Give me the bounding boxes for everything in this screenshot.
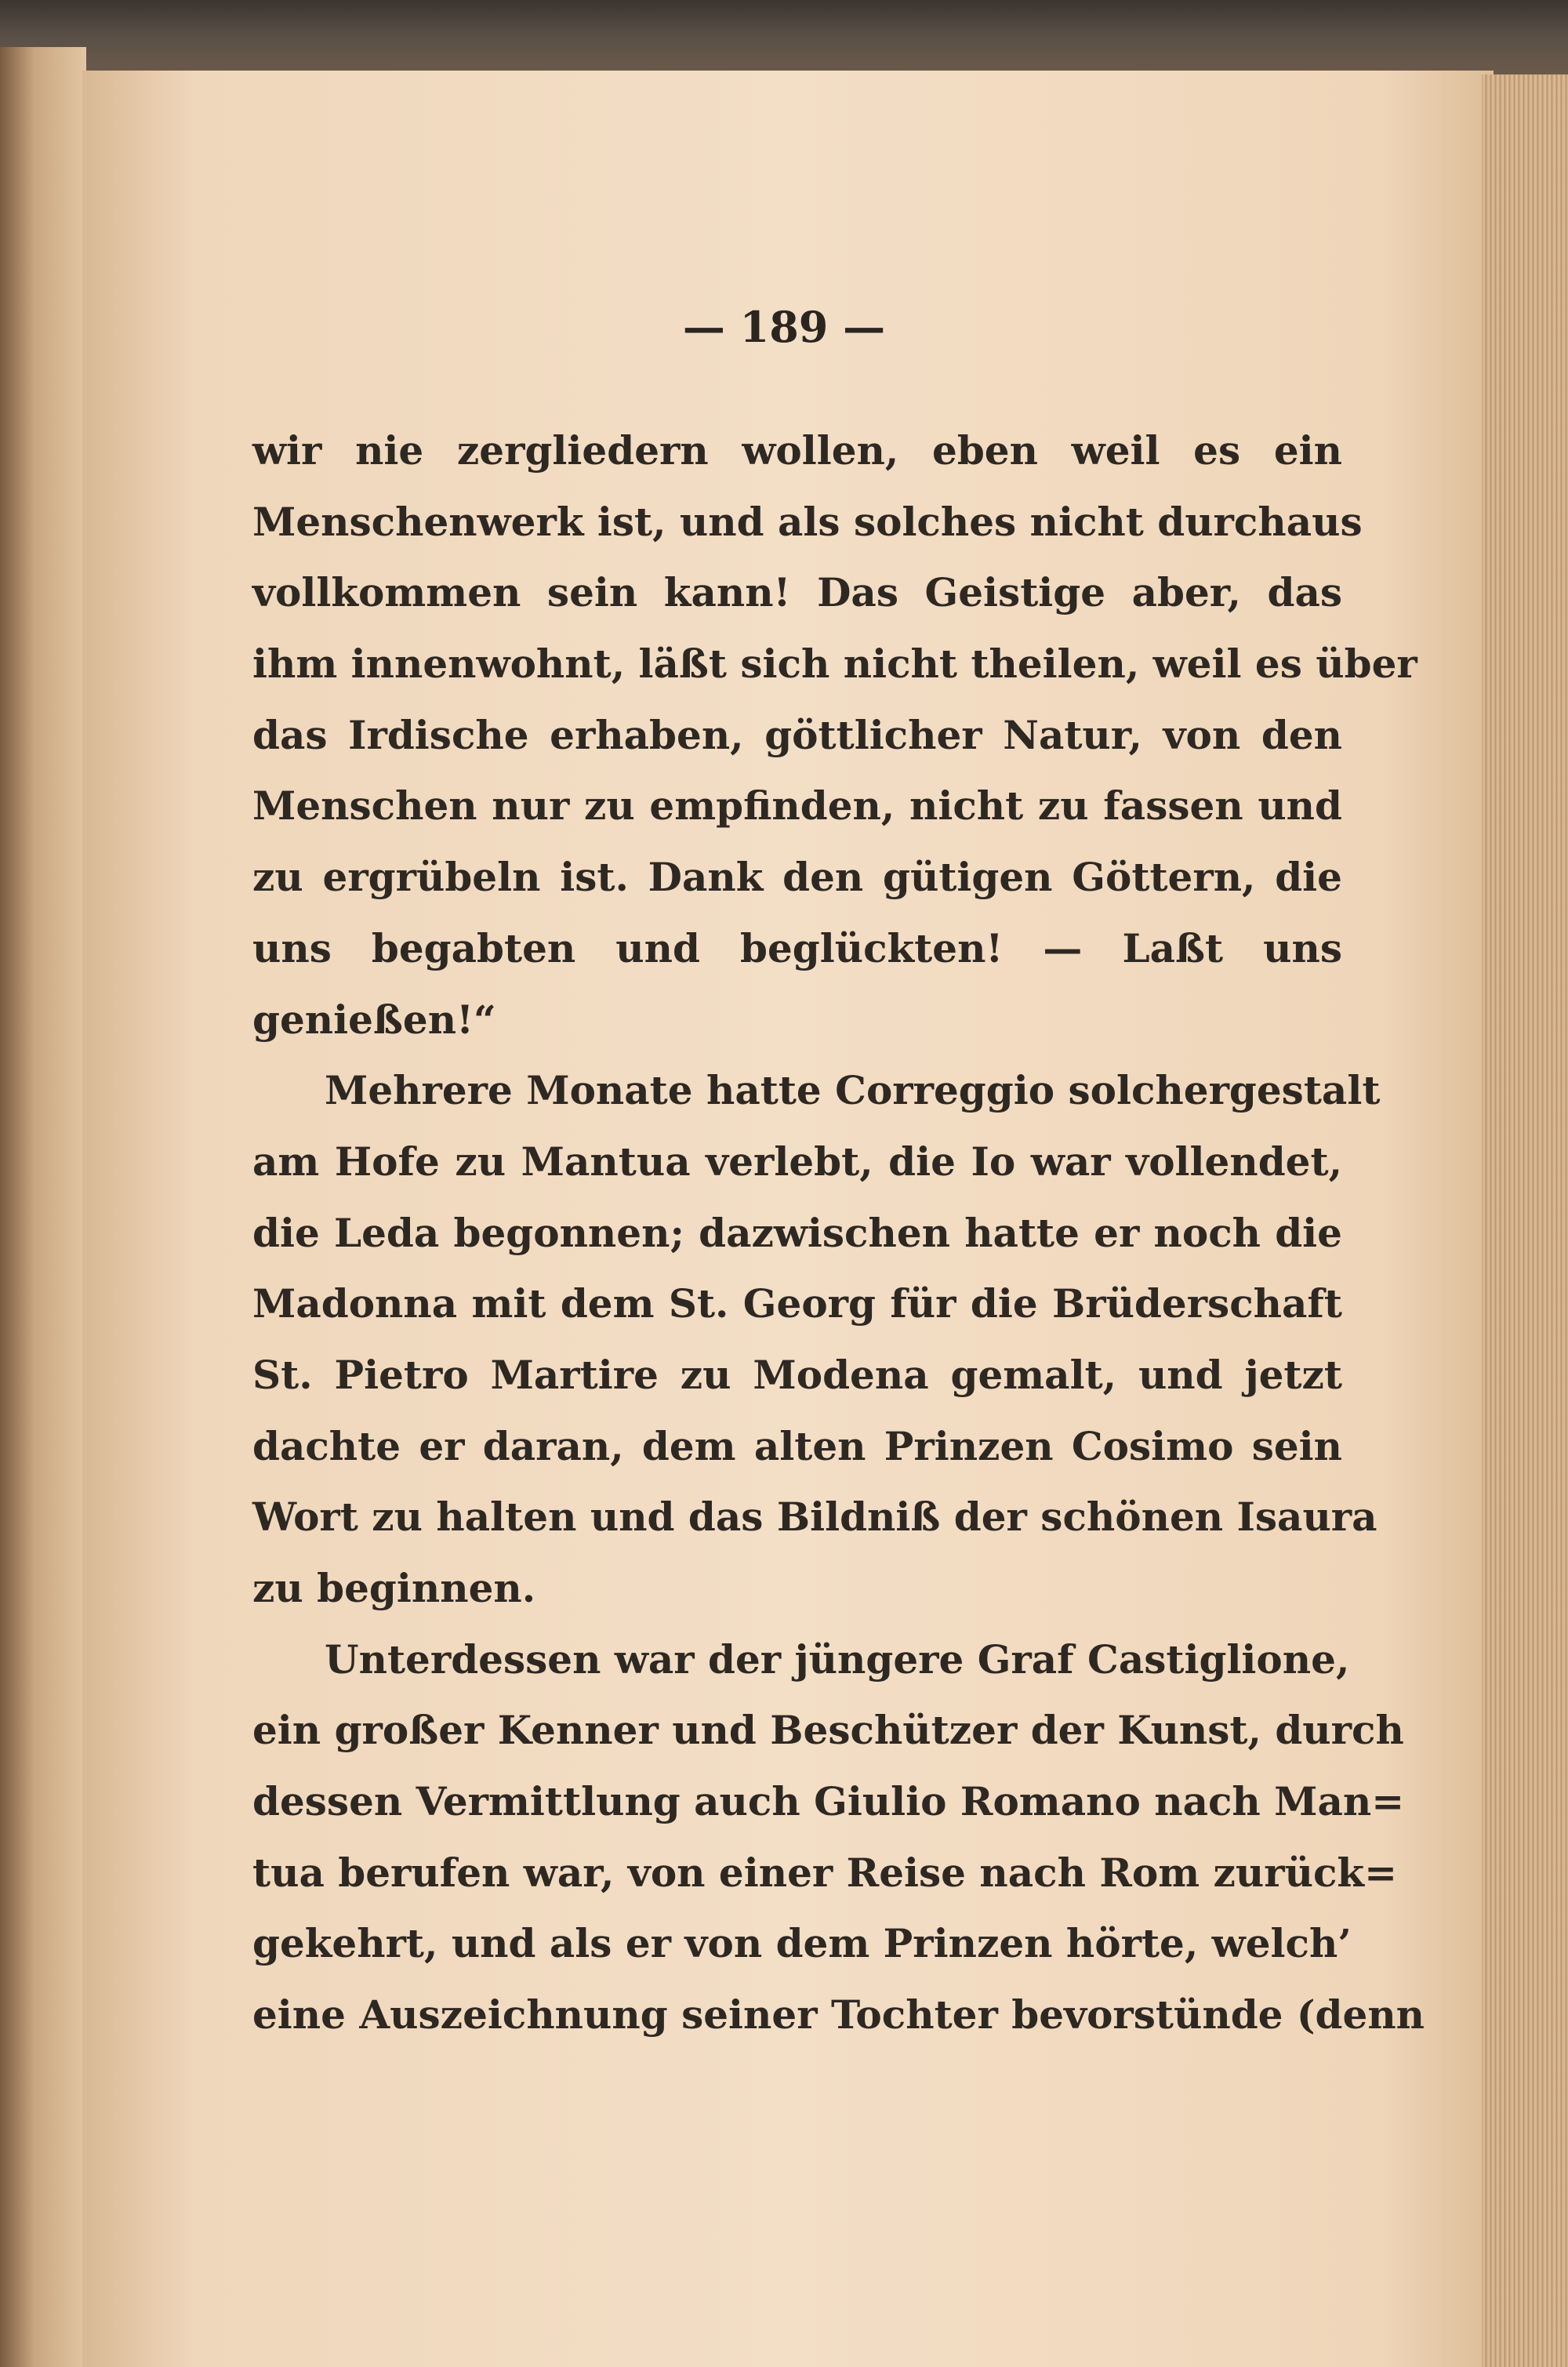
text-line: eine Auszeichnung seiner Tochter bevorstünde (denn (252, 1991, 1425, 2038)
text-line: dessen Vermittlung auch Giulio Romano nach Man= (252, 1778, 1405, 1825)
text-line: St. Pietro Martire zu Modena gemalt, und jetzt (252, 1351, 1342, 1398)
text-line: Menschen nur zu empfinden, nicht zu fassen und (252, 782, 1342, 830)
text-line: die Leda begonnen; dazwischen hatte er noch die (252, 1209, 1342, 1256)
text-line: Menschenwerk ist, und als solches nicht durchaus (252, 498, 1363, 545)
text-line: ein großer Kenner und Beschützer der Kunst, durch (252, 1707, 1404, 1754)
book-cover-edge (0, 0, 1568, 74)
text-line: Madonna mit dem St. Georg für die Brüderschaft (252, 1280, 1342, 1327)
text-line: gekehrt, und als er von dem Prinzen hörte, welch’ (252, 1920, 1352, 1967)
text-line: zu ergrübeln ist. Dank den gütigen Göttern, die (252, 854, 1342, 901)
text-line: am Hofe zu Mantua verlebt, die Io war vollendet, (252, 1138, 1342, 1185)
text-line: uns begabten und beglückten! — Laßt uns (252, 924, 1342, 971)
text-line: Mehrere Monate hatte Correggio solchergestalt (325, 1067, 1381, 1114)
text-line: zu beginnen. (252, 1565, 536, 1611)
text-line: Unterdessen war der jüngere Graf Castiglione, (325, 1635, 1350, 1683)
text-line: genießen!“ (252, 996, 496, 1043)
body-text (252, 416, 1425, 2051)
text-line: vollkommen sein kann! Das Geistige aber, das (252, 569, 1342, 616)
text-line: tua berufen war, von einer Reise nach Rom zurück= (252, 1849, 1397, 1896)
page-stack-edge (1482, 74, 1568, 2367)
text-line: das Irdische erhaben, göttlicher Natur, von den (252, 711, 1342, 758)
text-line: ihm innenwohnt, läßt sich nicht theilen, weil es über (252, 641, 1417, 688)
facing-page-edge (0, 47, 86, 2367)
text-line: Wort zu halten und das Bildniß der schönen Isaura (252, 1494, 1377, 1541)
text-line: wir nie zergliedern wollen, eben weil es ein (252, 427, 1342, 474)
page-number: — 189 — (682, 302, 886, 352)
text-line: dachte er daran, dem alten Prinzen Cosimo sein (252, 1422, 1342, 1469)
